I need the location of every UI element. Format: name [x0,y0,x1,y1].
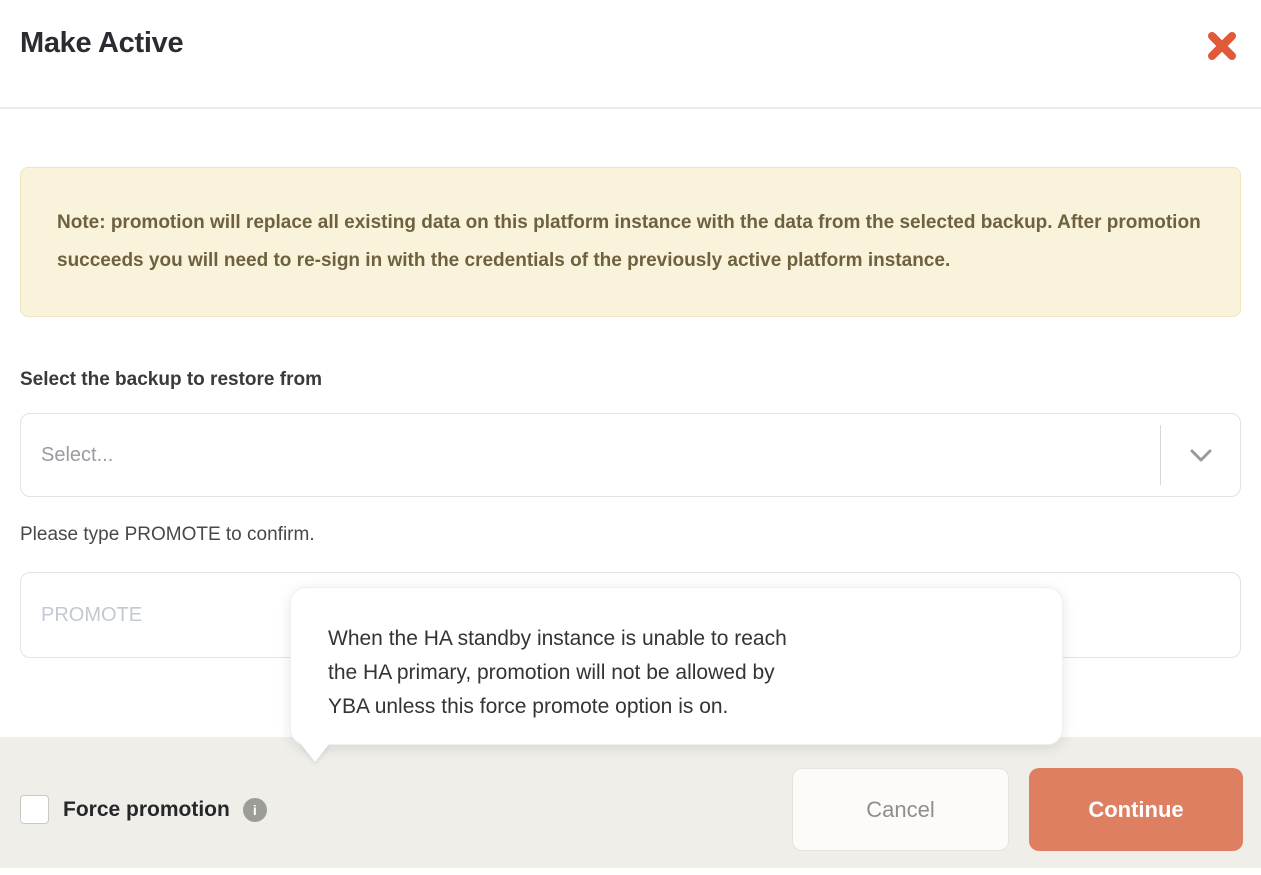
force-promotion-group [20,795,267,824]
tooltip-text-line: When the HA standby instance is unable to reach [328,627,787,650]
tooltip-arrow [300,743,330,762]
backup-select-dropdown[interactable] [20,413,1241,497]
force-promotion-tooltip [290,587,1063,745]
dialog-title: Make Active [20,27,184,59]
tooltip-text-line: the HA primary, promotion will not be allowed by [328,661,775,684]
confirm-input-label: Please type PROMOTE to confirm. [20,524,315,545]
continue-button[interactable]: Continue [1029,768,1243,851]
force-promotion-checkbox[interactable] [20,795,49,824]
chevron-down-icon[interactable] [1188,446,1214,466]
promotion-warning-note: Note: promotion will replace all existing data on this platform instance with the data from the selected backup. After promotion succeeds you will need to re-sign in with the credentials of the previously active platform instance. [20,167,1241,317]
backup-select-label: Select the backup to restore from [20,369,322,390]
backup-select-placeholder: Select... [41,443,114,466]
force-promotion-label[interactable]: Force promotion [63,797,230,821]
dialog-body [0,167,1261,658]
cancel-button[interactable]: Cancel [792,768,1009,851]
tooltip-text-line: YBA unless this force promote option is on. [328,695,729,718]
close-icon [1205,51,1239,66]
info-icon[interactable]: i [243,798,267,822]
close-button[interactable] [1205,29,1239,63]
dialog-footer [0,737,1261,868]
dialog-header [0,0,1261,109]
select-divider [1160,425,1161,485]
